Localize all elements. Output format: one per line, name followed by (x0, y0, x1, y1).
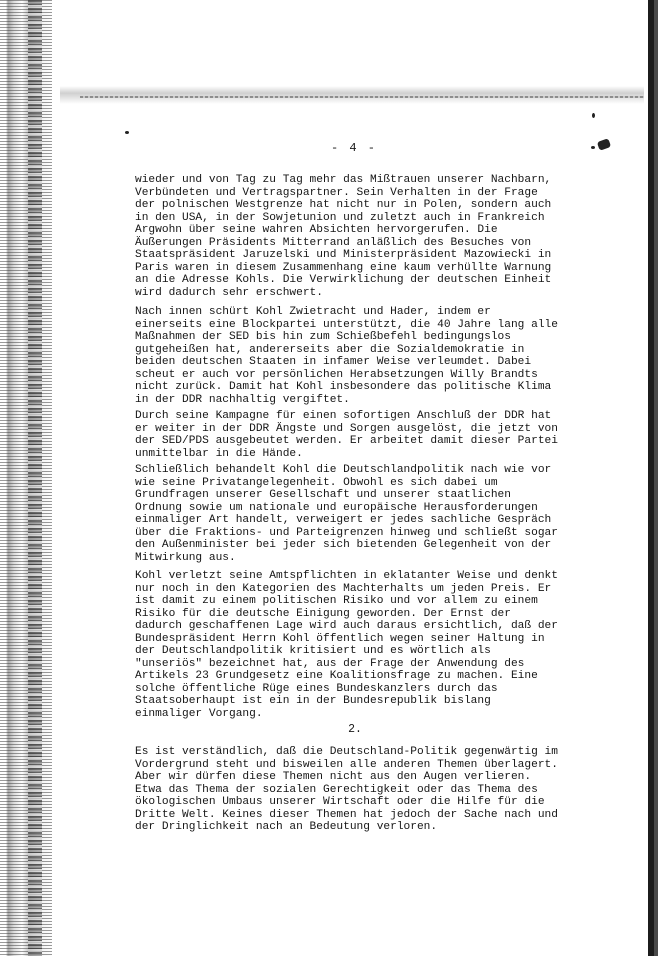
scan-speck (592, 113, 595, 118)
paragraph-2: Nach innen schürt Kohl Zwietracht und Hader, indem er einerseits eine Blockpartei unterstützt, die 40 Jahre lang alle Maßnahmen der SED bis hin zum Schießbefehl bedingungslos gutgeheißen hat, andererseits aber die Sozialdemokratie in beiden deutschen Staaten in infamer Weise verleumdet. Dabei scheut er auch vor persönlichen Herabsetzungen Willy Brandts nicht zurück. Damit hat Kohl insbesondere das politische Klima in der DDR nachhaltig vergiftet. (135, 306, 558, 406)
scan-left-edge (0, 0, 52, 956)
page-number: - 4 - (330, 141, 377, 155)
paragraph-5: Kohl verletzt seine Amtspflichten in eklatanter Weise und denkt nur noch in den Kategorien des Machterhalts um jeden Preis. Er ist damit zu einem politischen Risiko und vor allem zu einem Risiko für die deutsche Einigung geworden. Der Ernst der dadurch geschaffenen Lage wird auch daraus ersichtlich, daß der Bundespräsident Herrn Kohl öffentlich wegen seiner Haltung in der Deutschlandpolitik kritisiert und es wörtlich als "unseriös" bezeichnet hat, aus der Frage der Anwendung des Artikels 23 Grundgesetz eine Koalitionsfrage zu machen. Eine solche öffentliche Rüge eines Bundeskanzlers durch das Staatsoberhaupt ist ein in der Bundesrepublik bislang einmaliger Vorgang. (135, 570, 558, 720)
page-fold-shadow (60, 86, 644, 104)
scan-left-edge-band (28, 0, 42, 956)
paragraph-3: Durch seine Kampagne für einen sofortigen Anschluß der DDR hat er weiter in der DDR Ängste und Sorgen ausgelöst, die jetzt von der SED/PDS ausgebeutet werden. Er arbeitet damit dieser Partei unmittelbar in die Hände. (135, 410, 558, 460)
paragraph-6: Es ist verständlich, daß die Deutschland-Politik gegenwärtig im Vordergrund steht und bisweilen alle anderen Themen überlagert. Aber wir dürfen diese Themen nicht aus den Augen verlieren. Etwa das Thema der sozialen Gerechtigkeit oder das Thema des ökologischen Umbaus unserer Wirtschaft oder die Hilfe für die Dritte Welt. Keines dieser Themen hat jedoch der Sache nach und der Dringlichkeit nach an Bedeutung verloren. (135, 746, 558, 833)
scan-speck (125, 131, 129, 134)
paragraph-1: wieder und von Tag zu Tag mehr das Mißtrauen unserer Nachbarn, Verbündeten und Vertragspartner. Sein Verhalten in der Frage der polnischen Westgrenze hat nicht nur in Polen, sondern auch in den USA, in der Sowjetunion und zuletzt auch in Frankreich Argwohn über seine wahren Absichten hervorgerufen. Die Äußerungen Präsidents Mitterrand anläßlich des Besuches von Staatspräsident Jaruzelski und Ministerpräsident Mazowiecki in Paris waren in diesem Zusammenhang eine kaum verhüllte Warnung an die Adresse Kohls. Die Verwirklichung der deutschen Einheit wird dadurch sehr erschwert. (135, 174, 552, 299)
section-heading: 2. (348, 723, 362, 736)
paragraph-4: Schließlich behandelt Kohl die Deutschlandpolitik nach wie vor wie seine Privatangelegenheit. Obwohl es sich dabei um Grundfragen unserer Gesellschaft und unserer staatlichen Ordnung sowie um nationale und europäische Herausforderungen einmaliger Art handelt, verweigert er jedes sachliche Gespräch über die Fraktions- und Parteigrenzen hinweg und schließt sogar den Außenminister bei jeder sich bietenden Gelegenheit von der Mitwirkung aus. (135, 464, 558, 564)
page-top-edge (80, 96, 644, 98)
